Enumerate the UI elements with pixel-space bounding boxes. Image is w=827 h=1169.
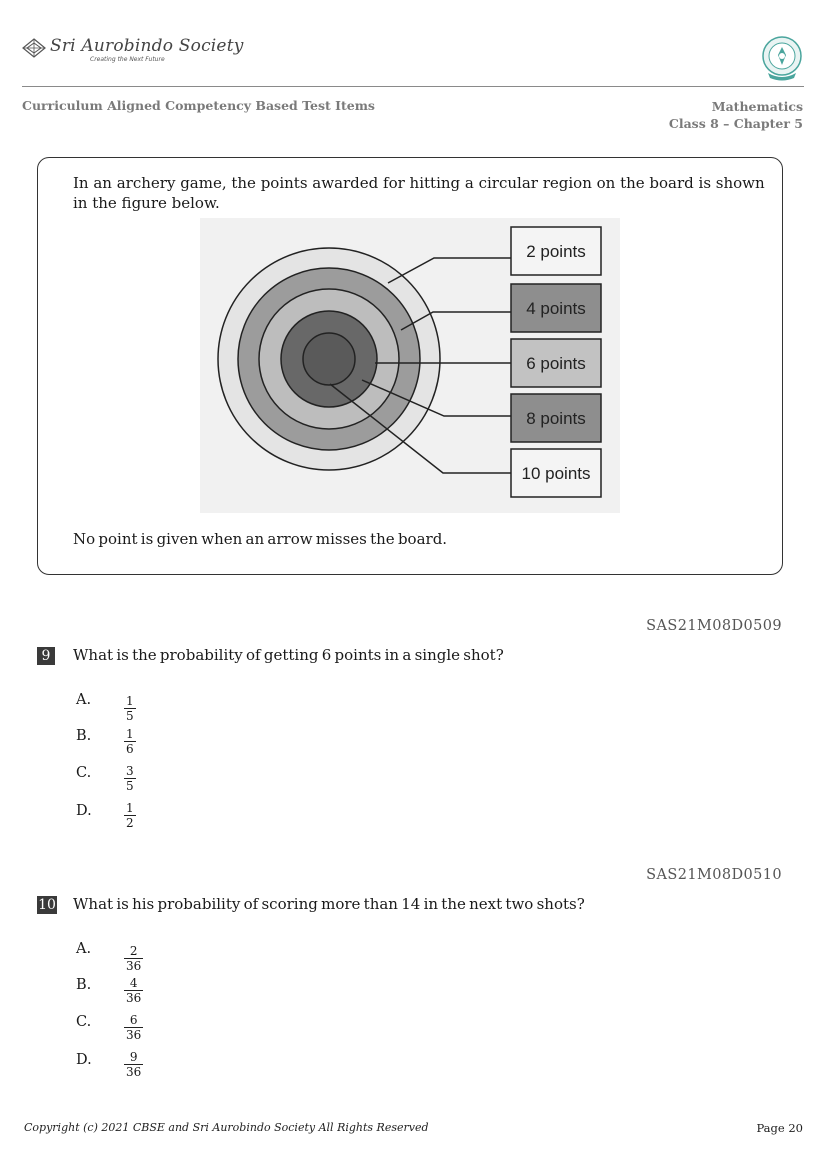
society-logo-name: Sri Aurobindo Society	[50, 36, 244, 56]
cbse-seal-icon	[760, 35, 804, 85]
option-letter: C.	[76, 1014, 92, 1030]
option-letter: D.	[76, 1052, 92, 1068]
label-10-points: 10 points	[521, 464, 591, 483]
copyright-notice: Copyright (c) 2021 CBSE and Sri Aurobindo Society All Rights Reserved	[24, 1121, 429, 1134]
option-b-fraction[interactable]	[124, 723, 136, 755]
fraction-numerator: 1	[126, 727, 134, 741]
stimulus-note: No point is given when an arrow misses the board.	[73, 530, 448, 548]
fraction-denominator: 2	[126, 816, 134, 830]
page-number: Page 20	[756, 1121, 803, 1135]
fraction-numerator: 2	[129, 944, 138, 958]
option-letter: D.	[76, 803, 92, 819]
fraction-numerator: 1	[126, 801, 134, 815]
label-4-points: 4 points	[526, 299, 586, 318]
fraction-numerator: 9	[129, 1050, 138, 1064]
option-letter: B.	[76, 728, 92, 744]
fraction-numerator: 6	[129, 1013, 138, 1027]
subject-heading	[669, 98, 803, 132]
option-d-fraction[interactable]	[124, 1046, 143, 1078]
fraction-numerator: 1	[126, 694, 134, 708]
question-number-badge: 9	[37, 647, 55, 665]
option-letter: A.	[76, 692, 92, 708]
question-text: What is his probability of scoring more than 14 in the next two shots?	[73, 895, 585, 913]
question-number-badge: 10	[38, 897, 56, 913]
option-letter: C.	[76, 765, 92, 781]
option-letter: A.	[76, 941, 92, 957]
label-2-points: 2 points	[526, 242, 586, 261]
stimulus-intro: In an archery game, the points awarded for hitting a circular region on the board is shown in the figure below.	[73, 174, 765, 212]
document-series-title: Curriculum Aligned Competency Based Test Items	[22, 98, 375, 113]
option-a-fraction[interactable]	[124, 690, 136, 722]
society-logo-icon	[22, 38, 46, 62]
fraction-denominator: 36	[126, 1028, 142, 1042]
society-logo-tagline: Creating the Next Future	[90, 56, 165, 63]
option-c-fraction[interactable]	[124, 760, 136, 792]
archery-target-figure	[200, 218, 620, 513]
question-code: SAS21M08D0509	[646, 618, 782, 634]
fraction-denominator: 5	[126, 709, 134, 723]
question-code: SAS21M08D0510	[646, 867, 782, 883]
fraction-numerator: 4	[129, 976, 138, 990]
question-text: What is the probability of getting 6 points in a single shot?	[73, 646, 504, 664]
fraction-denominator: 36	[126, 959, 142, 973]
option-d-fraction[interactable]	[124, 797, 136, 829]
fraction-numerator: 3	[126, 764, 134, 778]
fraction-denominator: 36	[126, 1065, 142, 1079]
option-a-fraction[interactable]	[124, 940, 143, 972]
fraction-denominator: 6	[126, 742, 134, 756]
fraction-denominator: 5	[126, 779, 134, 793]
header-rule	[22, 86, 804, 87]
subject-label: Mathematics	[711, 99, 803, 114]
label-8-points: 8 points	[526, 409, 586, 428]
option-letter: B.	[76, 977, 92, 993]
label-6-points: 6 points	[526, 354, 586, 373]
option-c-fraction[interactable]	[124, 1009, 143, 1041]
ring-10-points	[303, 333, 355, 385]
class-chapter-label: Class 8 – Chapter 5	[668, 116, 803, 131]
option-b-fraction[interactable]	[124, 972, 143, 1004]
fraction-denominator: 36	[126, 991, 142, 1005]
